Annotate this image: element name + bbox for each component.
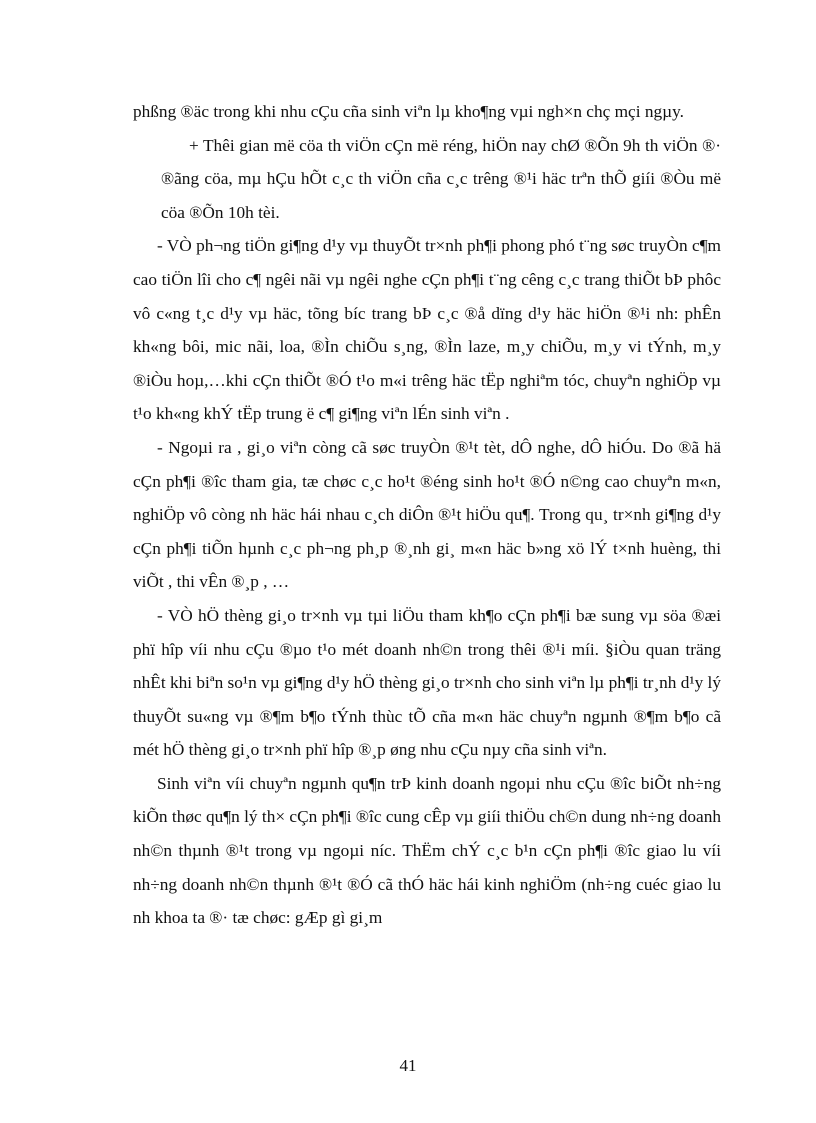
paragraph-library-hours: + Thêi gian më cöa th viÖn cÇn më réng, hiÖn nay chØ ®Õn 9h th viÖn ®· ®ãng cöa, mµ hÇu hÕt c¸c th viÖn cña c¸c trêng ®¹i häc trªn thÕ giíi ®Òu më cöa ®Õn 10h tèi. [161,135,721,222]
paragraph-curriculum: - VÒ hÖ thèng gi¸o tr×nh vµ tµi liÖu tham kh¶o cÇn ph¶i bæ sung vµ söa ®æi phï hîp víi nhu cÇu ®µo t¹o mét doanh nh©n trong thêi ®¹i míi. §iÒu quan träng nhÊt khi biªn so¹n vµ gi¶ng d¹y hÖ thèng gi¸o tr×nh cho sinh viªn lµ ph¶i tr¸nh d¹y lý thuyÕt su«ng vµ ®¶m b¶o tÝnh thùc tÕ cña m«n häc chuyªn ngµnh ®¶m b¶o cã mét hÖ thèng gi¸o tr×nh phï hîp ®¸p øng nhu cÇu nµy cña sinh viªn. [133,605,721,760]
page-number: 41 [399,1056,417,1075]
paragraph-teacher-skills: - Ngoµi ra , gi¸o viªn còng cã søc truyÒn ®¹t tèt, dÔ nghe, dÔ hiÓu. Do ®ã hä cÇn ph¶i ®îc tham gia, tæ chøc c¸c ho¹t ®éng sinh ho¹t ®Ó n©ng cao chuyªn m«n, nghiÖp vô còng nh häc hái nhau c¸ch diÔn ®¹t hiÖu qu¶. Trong qu¸ tr×nh gi¶ng d¹y cÇn ph¶i tiÕn hµnh c¸c ph¬ng ph¸p ®¸nh gi¸ m«n häc b»ng xö lÝ t×nh huèng, thi viÕt , thi vÊn ®¸p , … [133,437,721,592]
paragraph-business-students: Sinh viªn víi chuyªn ngµnh qu¶n trÞ kinh doanh ngoµi nhu cÇu ®îc biÕt nh÷ng kiÕn thøc qu¶n lý th× cÇn ph¶i ®îc cung cÊp vµ giíi thiÖu ch©n dung nh÷ng doanh nh©n thµnh ®¹t trong vµ ngoµi níc. ThËm chÝ c¸c b¹n cÇn ph¶i ®îc giao lu víi nh÷ng doanh nh©n thµnh ®¹t ®Ó cã thÓ häc hái kinh nghiÖm (nh÷ng cuéc giao lu nh khoa ta ®· tæ chøc: gÆp gì gi¸m [133,773,721,928]
paragraph-teaching-equipment: - VÒ ph¬ng tiÖn gi¶ng d¹y vµ thuyÕt tr×nh ph¶i phong phó t¨ng søc truyÒn c¶m cao tiÖn lîi cho c¶ ngêi nãi vµ ngêi nghe cÇn ph¶i t¨ng cêng c¸c trang thiÕt bÞ phôc vô c«ng t¸c d¹y vµ häc, tõng bíc trang bÞ c¸c ®å dïng d¹y häc hiÖn ®¹i nh: phÊn kh«ng bôi, mic nãi, loa, ®Ìn chiÕu s¸ng, ®Ìn laze, m¸y chiÕu, m¸y vi tÝnh, m¸y ®iÒu hoµ,…khi cÇn thiÕt ®Ó t¹o m«i trêng häc tËp nghiªm tóc, chuyªn nghiÖp vµ t¹o kh«ng khÝ tËp trung ë c¶ gi¶ng viªn lÉn sinh viªn . [133,236,721,424]
text-body [133,95,721,935]
paragraph-library-capacity: phßng ®äc trong khi nhu cÇu cña sinh viªn lµ kho¶ng vµi ngh×n chç mçi ngµy. [133,102,684,121]
